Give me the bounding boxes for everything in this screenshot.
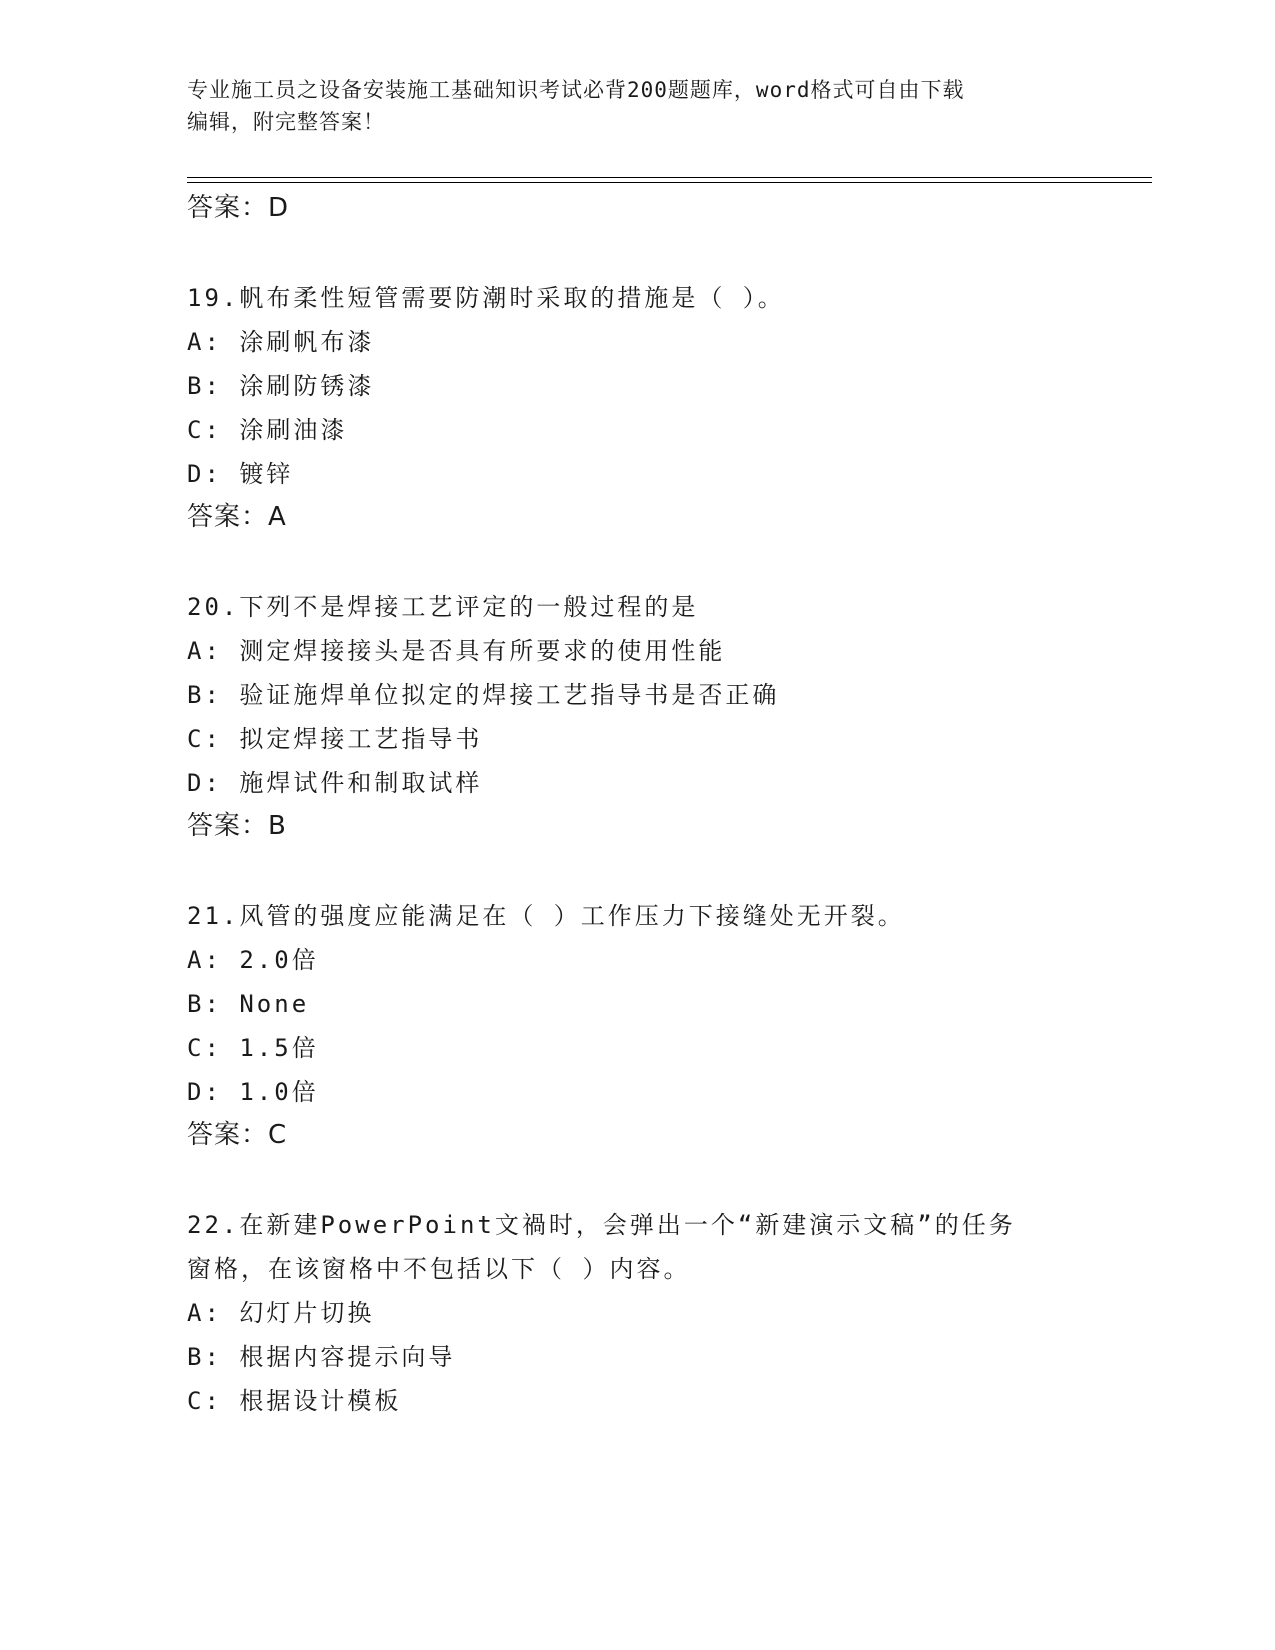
question-21-option-a: A: 2.0倍 bbox=[187, 946, 319, 974]
question-19-answer: 答案：A bbox=[187, 502, 287, 532]
question-22-option-c: C: 根据设计模板 bbox=[187, 1387, 402, 1415]
question-20-option-c: C: 拟定焊接工艺指导书 bbox=[187, 725, 483, 753]
question-22-stem-line-1: 22.在新建PowerPoint文禍时，会弹出一个“新建演示文稿”的任务 bbox=[187, 1211, 1016, 1239]
question-20-stem: 20.下列不是焊接工艺评定的一般过程的是 bbox=[187, 593, 699, 621]
question-22-option-b: B: 根据内容提示向导 bbox=[187, 1343, 456, 1371]
question-19-stem: 19.帆布柔性短管需要防潮时采取的措施是（ ）。 bbox=[187, 284, 785, 312]
header-divider-top bbox=[187, 177, 1152, 178]
question-19-option-b: B: 涂刷防锈漆 bbox=[187, 372, 375, 400]
header-line-1: 专业施工员之设备安装施工基础知识考试必背200题题库，word格式可自由下载 bbox=[187, 78, 965, 102]
question-20-option-b: B: 验证施焊单位拟定的焊接工艺指导书是否正确 bbox=[187, 681, 780, 709]
question-19-option-a: A: 涂刷帆布漆 bbox=[187, 328, 375, 356]
question-21-option-b: B: None bbox=[187, 990, 310, 1018]
header-divider-bottom bbox=[187, 182, 1152, 183]
header-line-2: 编辑，附完整答案！ bbox=[187, 110, 385, 134]
question-21-answer: 答案：C bbox=[187, 1120, 288, 1150]
question-19-option-d: D: 镀锌 bbox=[187, 460, 294, 488]
question-21-stem: 21.风管的强度应能满足在（ ）工作压力下接缝处无开裂。 bbox=[187, 902, 905, 930]
question-21-option-d: D: 1.0倍 bbox=[187, 1078, 319, 1106]
document-header bbox=[187, 74, 1087, 138]
previous-answer: 答案：D bbox=[187, 193, 290, 223]
question-20-option-d: D: 施焊试件和制取试样 bbox=[187, 769, 483, 797]
question-22-option-a: A: 幻灯片切换 bbox=[187, 1299, 375, 1327]
question-22-stem-line-2: 窗格，在该窗格中不包括以下（ ）内容。 bbox=[187, 1255, 691, 1283]
question-20-answer: 答案：B bbox=[187, 811, 287, 841]
question-19-option-c: C: 涂刷油漆 bbox=[187, 416, 348, 444]
question-20-option-a: A: 测定焊接接头是否具有所要求的使用性能 bbox=[187, 637, 726, 665]
question-21-option-c: C: 1.5倍 bbox=[187, 1034, 319, 1062]
